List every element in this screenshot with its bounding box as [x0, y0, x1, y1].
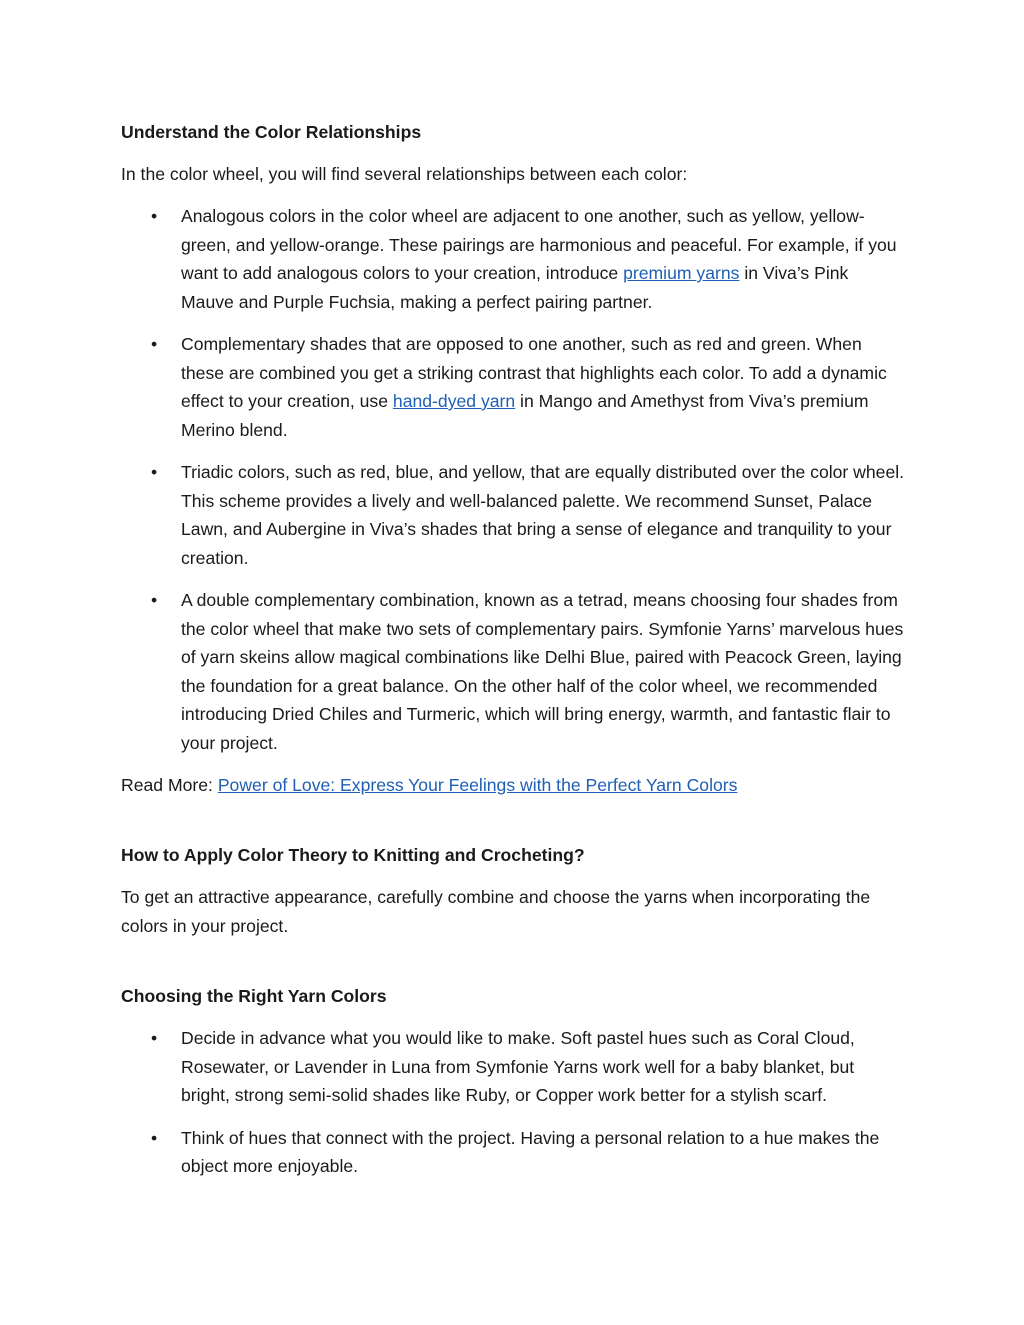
list-item-analogous: [121, 202, 905, 316]
read-more-link[interactable]: Power of Love: Express Your Feelings with the Perfect Yarn Colors: [217, 774, 738, 795]
apply-text: To get an attractive appearance, carefully combine and choose the yarns when incorporating the colors in your project.: [121, 887, 871, 936]
heading-apply-color-theory: How to Apply Color Theory to Knitting and Crocheting?: [121, 845, 585, 865]
relationships-list: [121, 202, 905, 757]
read-more: [121, 771, 905, 800]
list-item-decide: • Decide in advance what you would like to make. Soft pastel hues such as Coral Cloud, Rosewater, or Lavender in Luna from Symfonie Yarns work well for a baby blanket, but bright, strong semi-solid shades like Ruby, or Copper work better for a stylish scarf.: [121, 1024, 905, 1110]
premium-yarns-link[interactable]: premium yarns: [623, 263, 740, 283]
hand-dyed-yarn-link[interactable]: hand-dyed yarn: [392, 391, 516, 411]
list-item-complementary: [121, 330, 905, 444]
list-item-tetrad: • A double complementary combination, known as a tetrad, means choosing four shades from the color wheel that make two sets of complementary pairs. Symfonie Yarns’ marvelous hues of yarn skeins allow magical combinations like Delhi Blue, paired with Peacock Green, laying the foundation for a great balance. On the other half of the color wheel, we recommended introducing Dried Chiles and Turmeric, which will bring energy, warmth, and fantastic flair to your project.: [121, 586, 905, 757]
list-item-triadic: • Triadic colors, such as red, blue, and yellow, that are equally distributed over the color wheel. This scheme provides a lively and well-balanced palette. We recommend Sunset, Palace Lawn, and Aubergine in Viva’s shades that bring a sense of elegance and tranquility to your creation.: [121, 458, 905, 572]
choosing-list: [121, 1024, 905, 1181]
heading-choosing-yarn-colors: Choosing the Right Yarn Colors: [121, 986, 387, 1006]
list-item-hues: • Think of hues that connect with the project. Having a personal relation to a hue makes the object more enjoyable.: [121, 1124, 905, 1181]
read-more-label: Read More:: [121, 774, 218, 795]
relationships-intro: In the color wheel, you will find several relationships between each color:: [121, 164, 688, 184]
item-text: Analogous colors in the color wheel are adjacent to one another, such as yellow, yellow-green, and yellow-orange. These pairings are harmonious and peaceful. For example, if you want to add analogous colors to your creation, introduce: [181, 206, 897, 283]
document-body: [121, 118, 905, 1181]
item-text: Complementary shades that are opposed to one another, such as red and green. When these are combined you get a striking contrast that highlights each color. To add a dynamic effect to your creation, use: [181, 334, 887, 411]
item-text: in Viva’s Pink Mauve and Purple Fuchsia, making a perfect pairing partner.: [181, 263, 849, 312]
item-text: in Mango and Amethyst from Viva’s premium Merino blend.: [181, 391, 869, 440]
heading-color-relationships: Understand the Color Relationships: [121, 122, 422, 142]
